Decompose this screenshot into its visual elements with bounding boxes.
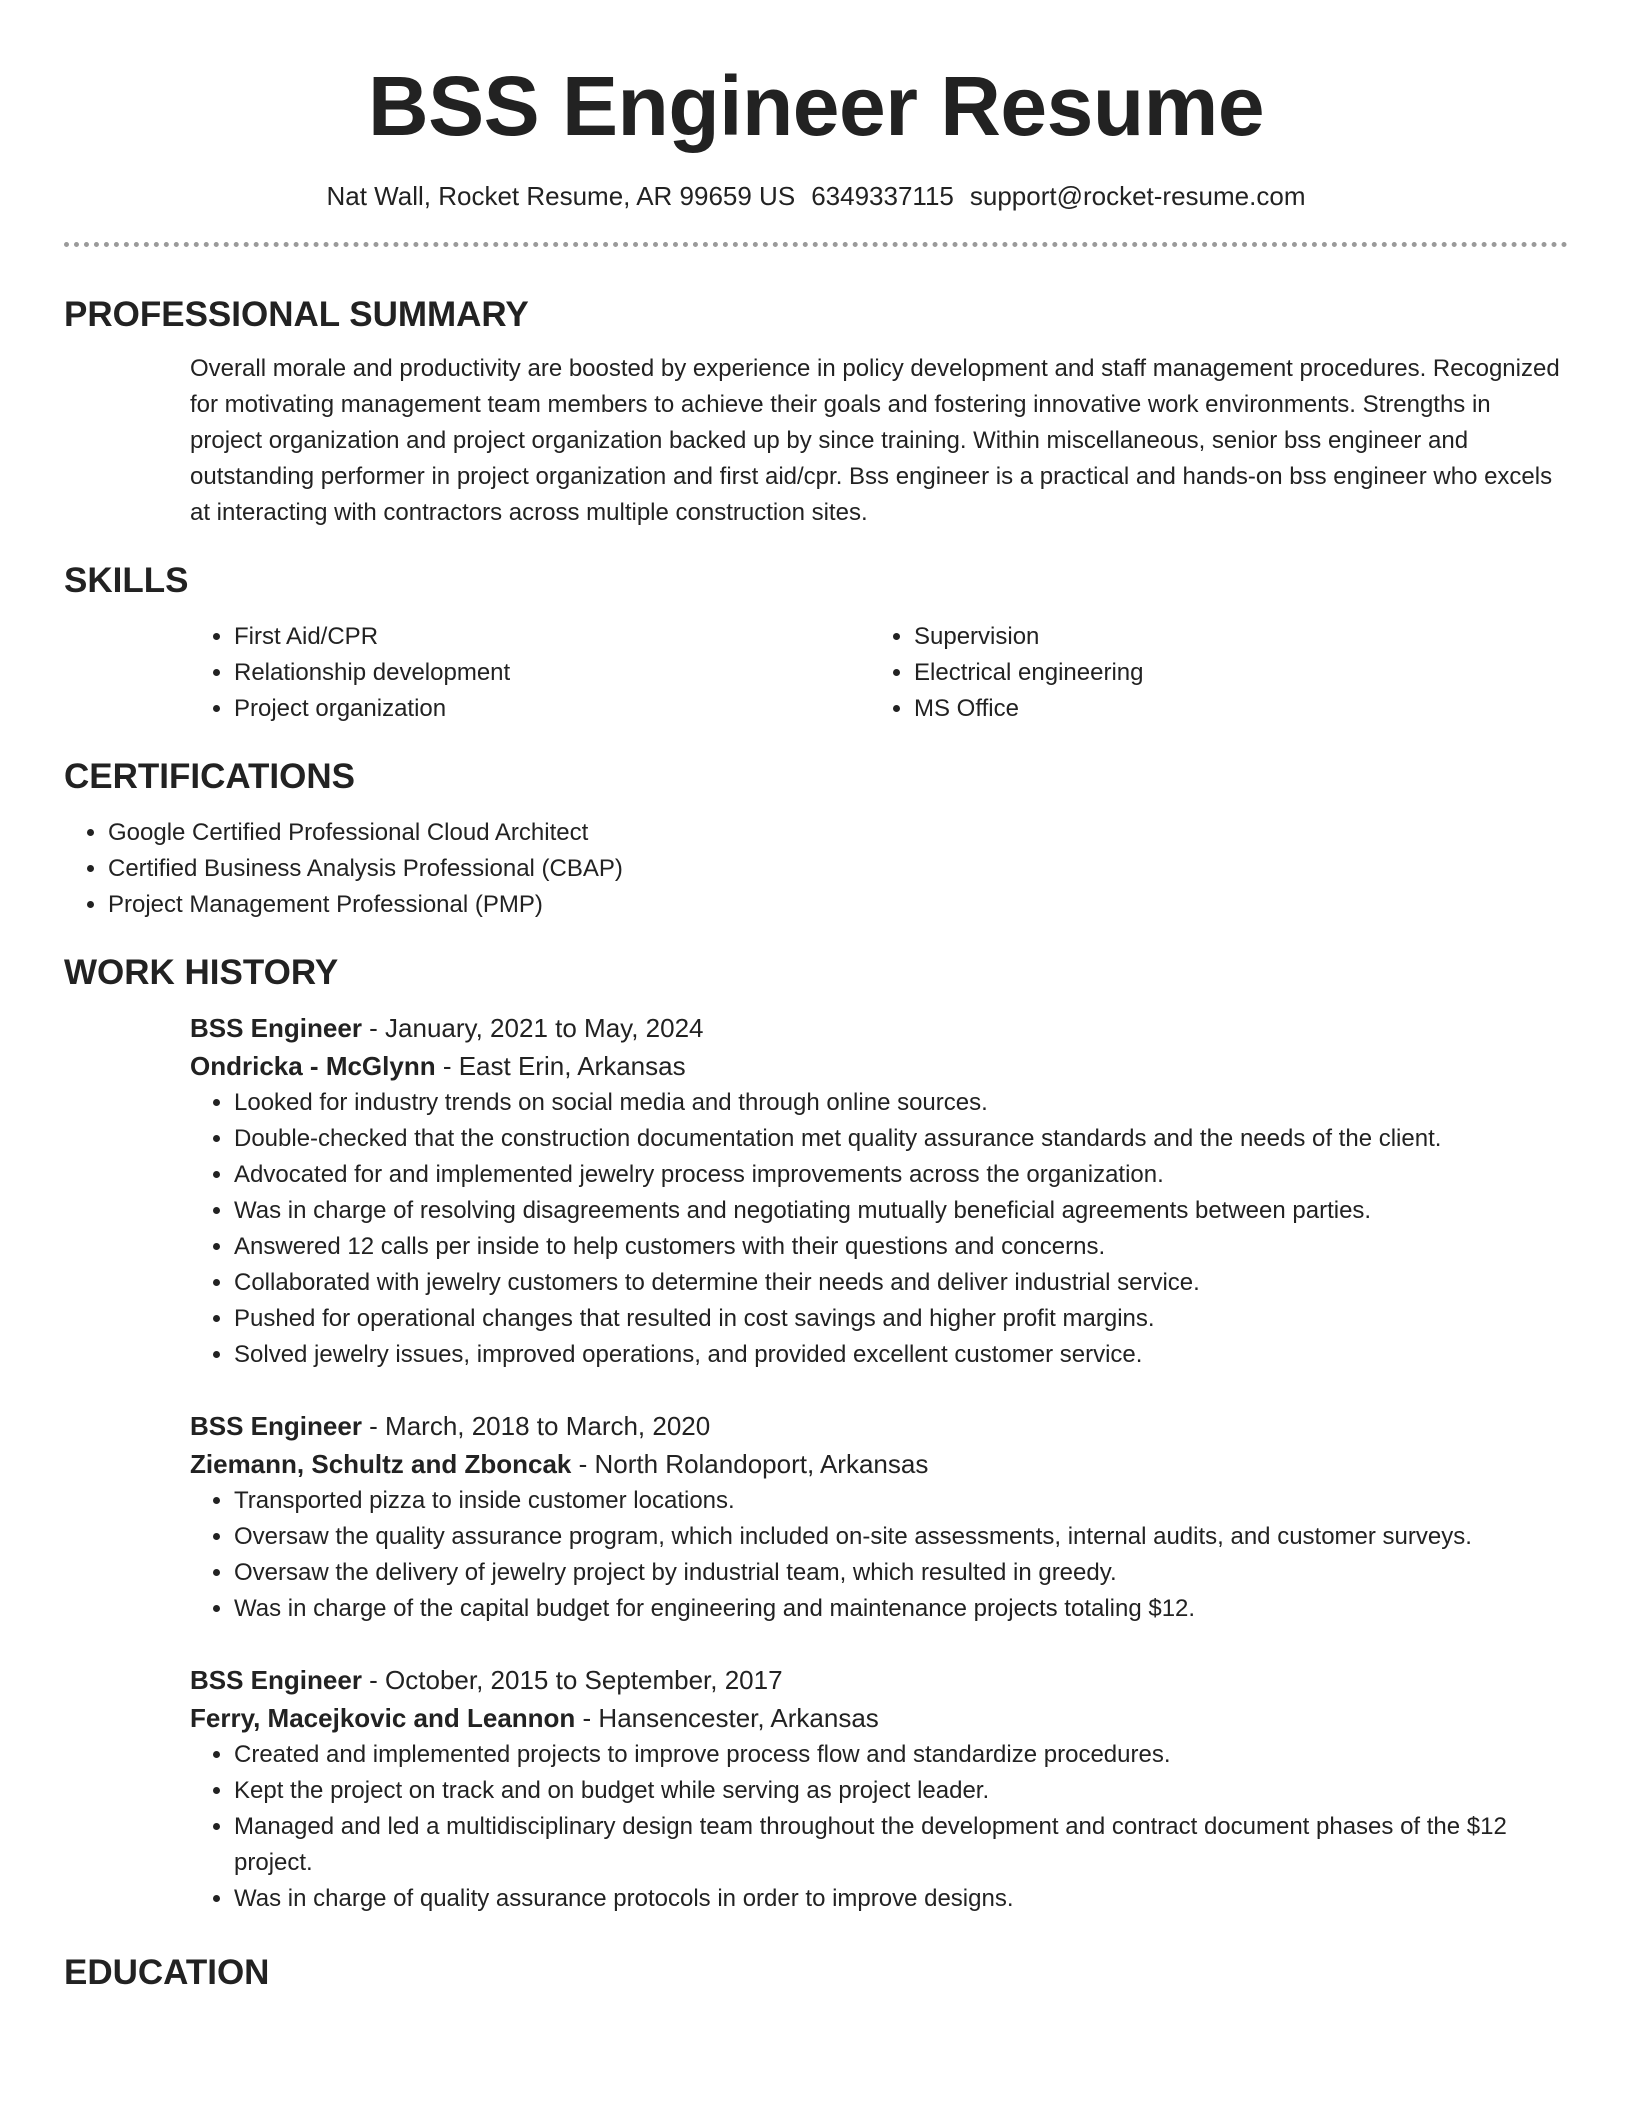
skill-item: • Relationship development (234, 655, 870, 691)
job-bullet: • Managed and led a multidisciplinary design team throughout the development and contract document phases of the $12 project. (234, 1809, 1568, 1881)
certifications-section (64, 755, 1568, 923)
job-title-line (190, 1407, 1568, 1445)
summary-heading: PROFESSIONAL SUMMARY (64, 295, 529, 334)
contact-email: support@rocket-resume.com (969, 181, 1306, 211)
job-dates: - March, 2018 to March, 2020 (361, 1411, 711, 1441)
contact-line (64, 180, 1568, 212)
job-company-line (190, 1445, 1568, 1483)
certifications-heading: CERTIFICATIONS (64, 757, 356, 796)
contact-phone: 6349337115 (811, 181, 954, 211)
certification-item: • Project Management Professional (PMP) (108, 887, 1568, 923)
work-history-heading: WORK HISTORY (64, 953, 339, 992)
job-title-line (190, 1009, 1568, 1047)
job-bullet: • Answered 12 calls per inside to help customers with their questions and concerns. (234, 1229, 1568, 1265)
job-bullet: • Looked for industry trends on social media and through online sources. (234, 1085, 1568, 1121)
job-company-line (190, 1047, 1568, 1085)
job-bullet: • Was in charge of resolving disagreements and negotiating mutually beneficial agreements between parties. (234, 1193, 1568, 1229)
job-bullet: • Solved jewelry issues, improved operations, and provided excellent customer service. (234, 1337, 1568, 1373)
job-location: - North Rolandoport, Arkansas (571, 1449, 929, 1479)
job-entry (190, 1661, 1568, 1917)
job-company: Ziemann, Schultz and Zboncak (190, 1449, 572, 1479)
summary-section (64, 293, 1568, 531)
jobs-list (190, 1009, 1568, 1917)
skill-item: • First Aid/CPR (234, 619, 870, 655)
certification-item: • Certified Business Analysis Professional (CBAP) (108, 851, 1568, 887)
skills-list (190, 619, 1568, 727)
job-dates: - October, 2015 to September, 2017 (361, 1665, 783, 1695)
skills-column-right (870, 619, 1550, 727)
job-title: BSS Engineer (190, 1665, 362, 1695)
job-bullet: • Transported pizza to inside customer locations. (234, 1483, 1568, 1519)
job-company: Ondricka - McGlynn (190, 1051, 436, 1081)
certification-item: • Google Certified Professional Cloud Architect (108, 815, 1568, 851)
skills-heading: SKILLS (64, 561, 189, 600)
skills-section (64, 559, 1568, 727)
header-divider (64, 242, 1568, 247)
job-bullet: • Was in charge of quality assurance protocols in order to improve designs. (234, 1881, 1568, 1917)
resume-title: BSS Engineer Resume (367, 59, 1265, 153)
job-bullets (190, 1085, 1568, 1373)
job-entry (190, 1407, 1568, 1627)
skills-column-left (190, 619, 870, 727)
skill-item: • Project organization (234, 691, 870, 727)
contact-name-location: Nat Wall, Rocket Resume, AR 99659 US (326, 181, 796, 211)
job-bullet: • Double-checked that the construction documentation met quality assurance standards and the needs of the client. (234, 1121, 1568, 1157)
certifications-list (64, 815, 1568, 923)
skill-item: • MS Office (914, 691, 1550, 727)
job-bullet: • Created and implemented projects to improve process flow and standardize procedures. (234, 1737, 1568, 1773)
job-location: - East Erin, Arkansas (435, 1051, 686, 1081)
skill-item: • Electrical engineering (914, 655, 1550, 691)
job-bullet: • Oversaw the delivery of jewelry project by industrial team, which resulted in greedy. (234, 1555, 1568, 1591)
job-title-line (190, 1661, 1568, 1699)
job-bullets (190, 1737, 1568, 1917)
job-bullet: • Pushed for operational changes that resulted in cost savings and higher profit margins. (234, 1301, 1568, 1337)
job-bullet: • Advocated for and implemented jewelry process improvements across the organization. (234, 1157, 1568, 1193)
job-company: Ferry, Macejkovic and Leannon (190, 1703, 576, 1733)
job-bullet: • Collaborated with jewelry customers to determine their needs and deliver industrial service. (234, 1265, 1568, 1301)
job-entry (190, 1009, 1568, 1373)
job-title: BSS Engineer (190, 1013, 362, 1043)
skill-item: • Supervision (914, 619, 1550, 655)
education-heading: EDUCATION (64, 1953, 270, 1992)
job-title: BSS Engineer (190, 1411, 362, 1441)
work-history-section (64, 951, 1568, 1917)
job-bullet: • Oversaw the quality assurance program, which included on-site assessments, internal audits, and customer surveys. (234, 1519, 1568, 1555)
job-company-line (190, 1699, 1568, 1737)
resume-page (64, 0, 1568, 1995)
job-bullets (190, 1483, 1568, 1627)
summary-text: Overall morale and productivity are boosted by experience in policy development and staff management procedures. Recognized for motivating management team members to achieve their goals and fostering innovative work environments. Strengths in project organization and project organization backed up by since training. Within miscellaneous, senior bss engineer and outstanding performer in project organization and first aid/cpr. Bss engineer is a practical and hands-on bss engineer who excels at interacting with contractors across multiple construction sites. (190, 355, 1560, 526)
job-location: - Hansencester, Arkansas (575, 1703, 879, 1733)
job-bullet: • Was in charge of the capital budget for engineering and maintenance projects totaling $12. (234, 1591, 1568, 1627)
job-dates: - January, 2021 to May, 2024 (361, 1013, 704, 1043)
education-section (64, 1951, 1568, 1995)
job-bullet: • Kept the project on track and on budget while serving as project leader. (234, 1773, 1568, 1809)
